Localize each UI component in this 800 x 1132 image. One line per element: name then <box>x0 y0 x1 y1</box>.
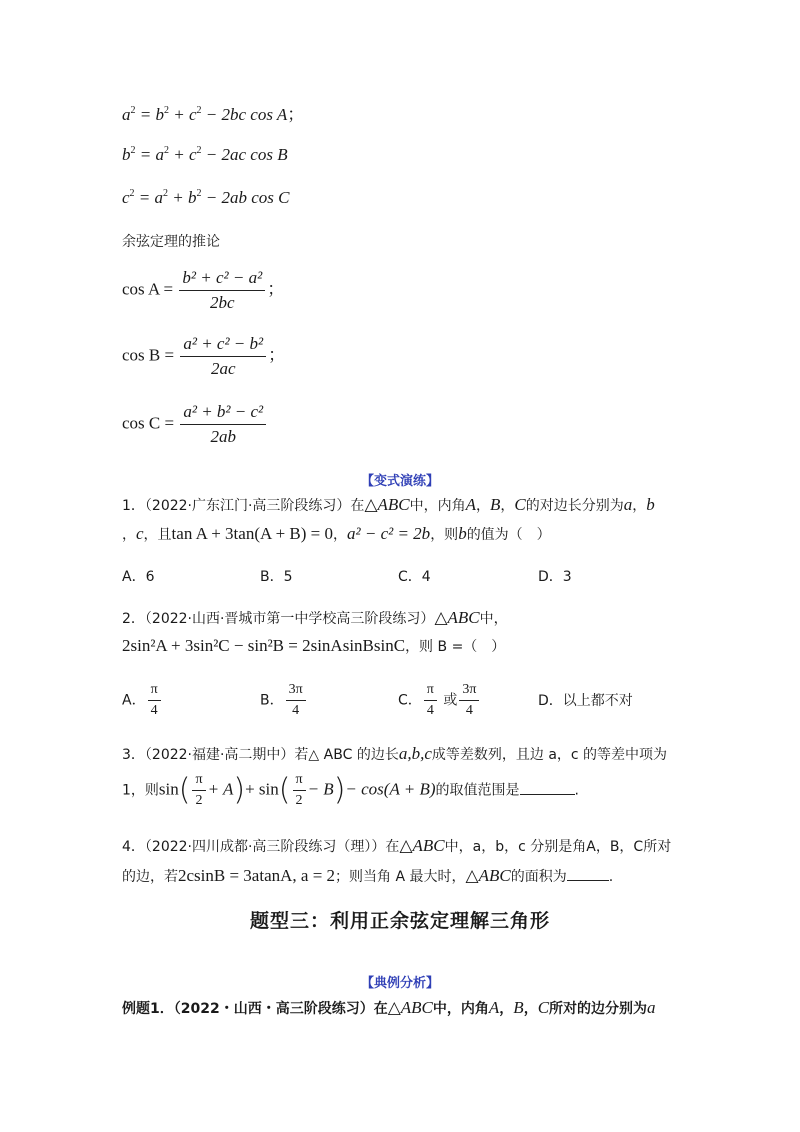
q3-line1: 3．（2022·福建·高二期中）若△ ABC 的边长a,b,c成等差数列，且边 a，c 的等差中项为 <box>122 744 668 763</box>
q2-option-c: C． $\frac{\pi}{4}$ 或 $\frac{3\pi}{4}$ <box>398 682 481 719</box>
cos-a-formula: cos A = $\frac{\text{b² + c² − a²}}{2bc}$ ； <box>122 268 285 312</box>
example1-line1: 例题1．（2022・山西・高三阶段练习）在△ABC中，内角A，B，C所对的边分别为a <box>122 998 656 1017</box>
law-of-cosines-b: $b^2 = a^2 + c^2 - 2ac$ cos B <box>122 145 288 164</box>
q1-option-d: D．3 <box>538 569 572 585</box>
example-heading: 【典例分析】 <box>360 976 439 991</box>
cos-b-formula: cos B = $\frac{\text{a² + c² − b²}}{2ac}$ ； <box>122 334 286 378</box>
q2-line2: 2sin²A + 3sin²C − sin²B = 2sinAsinBsinC，则 B =（ ） <box>122 636 506 655</box>
q3-answer-blank[interactable] <box>520 780 575 795</box>
q2-line1: 2．（2022·山西·晋城市第一中学校高三阶段练习）△ABC中， <box>122 608 508 627</box>
corollary-title: 余弦定理的推论 <box>122 234 220 250</box>
q2-option-d: D．以上都不对 <box>538 693 633 709</box>
cos-c-formula: cos C = $\frac{\text{a² + b² − c²}}{2ab}$ <box>122 402 268 447</box>
q4-answer-blank[interactable] <box>567 866 609 881</box>
law-of-cosines-a: $a^2 = b^2 + c^2 - 2bc$ cos A； <box>122 105 305 124</box>
law-of-cosines-c: $c^2 = a^2 + b^2 - 2ab$ cos C <box>122 188 290 207</box>
q2-option-b: B． $\frac{3\pi}{4}$ <box>260 682 308 719</box>
q1-option-b: B．5 <box>260 569 293 585</box>
practice-heading: 【变式演练】 <box>360 474 439 489</box>
q1-line2: ，c，且tan A + 3tan(A + B) = 0，a² − c² = 2b，则b的值为（ ） <box>122 524 551 543</box>
section-title: 题型三：利用正余弦定理解三角形 <box>249 910 550 932</box>
q4-line1: 4．（2022·四川成都·高三阶段练习（理））在△ABC中，a，b，c 分别是角A，B，C所对 <box>122 836 672 855</box>
q3-line2: 1，则sin( $\frac{\pi}{2}$ + A)+ sin( $\frac{\pi}{2}$ − B)− cos(A + B)的取值范围是 . <box>122 772 579 808</box>
q1-line1: 1．（2022·广东江门·高三阶段练习）在△ABC中，内角A，B，C的对边长分别为a，b <box>122 495 655 514</box>
q1-option-c: C．4 <box>398 569 431 585</box>
q4-line2: 的边，若2csinB = 3atanA, a = 2；则当角 A 最大时，△ABC的面积为 . <box>122 866 614 885</box>
q1-option-a: A．6 <box>122 569 155 585</box>
q2-option-a: A． $\frac{\pi}{4}$ <box>122 682 163 719</box>
